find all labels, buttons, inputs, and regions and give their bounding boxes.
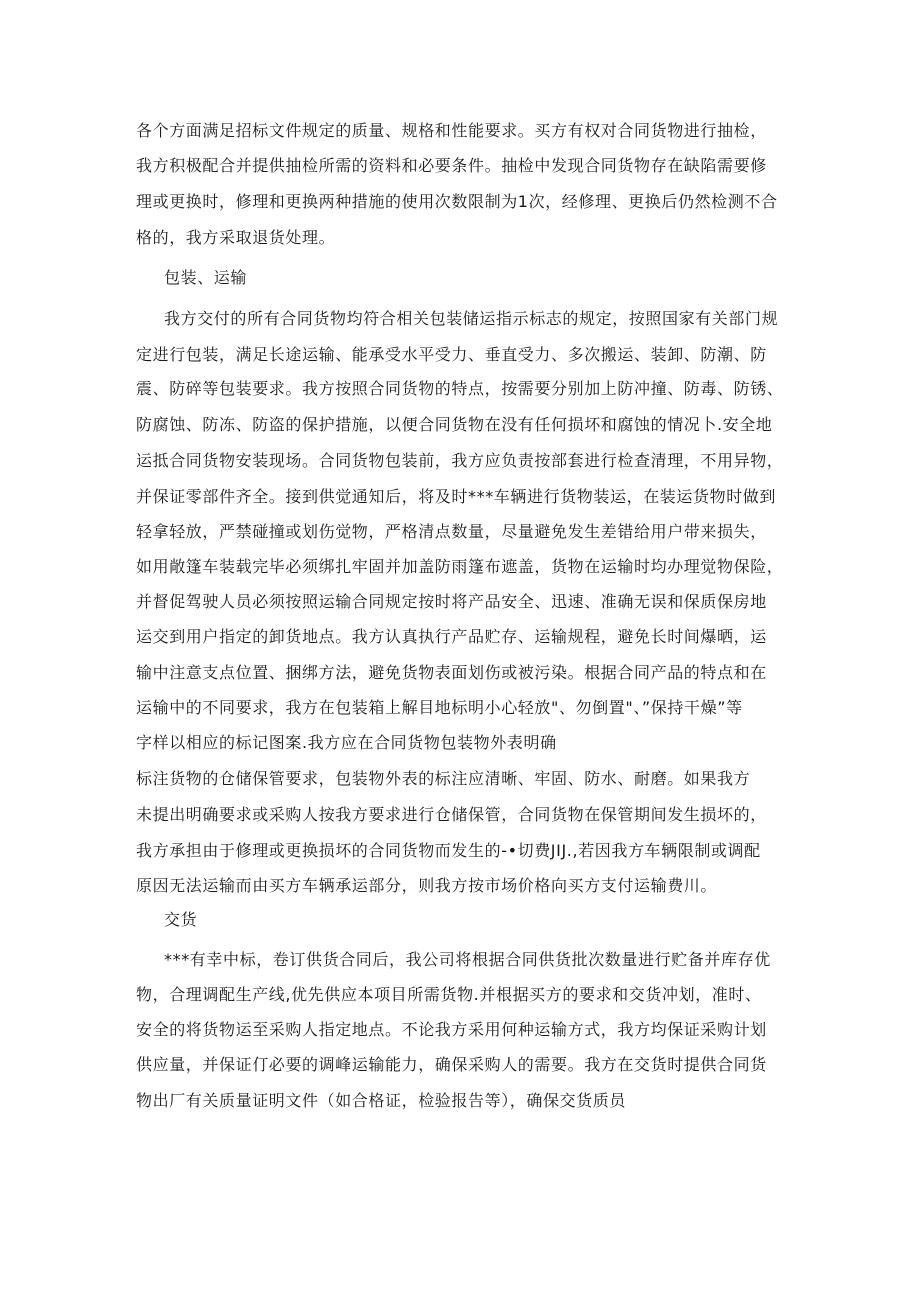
text-line: 如用敞篷车装载完毕必须绑扎牢固并加盖防雨篷布遮盖，货物在运输时均办理觉物保险， bbox=[136, 557, 784, 576]
text-line: 运输中的不同要求，我方在包装箱上解目地标明小心轻放"、勿倒置"、”保持干燥”等 bbox=[136, 698, 743, 717]
text-line: 物，合理调配生产线,优先供应本项目所需货物.并根据买方的要求和交货冲划，准时、 bbox=[136, 985, 762, 1004]
text-line: 运抵合同货物安装现场。合同货物包装前，我方应负责按部套进行检查清理，不用异物， bbox=[136, 451, 784, 470]
text-line: 运交到用户指定的卸货地点。我方认真执行产品贮存、运输规程，避免长时间爆晒，运 bbox=[136, 627, 767, 646]
text-line: 防腐蚀、防冻、防盗的保护措施，以便合同货物在没有任何损坏和腐蚀的情况卜.安全地 bbox=[136, 415, 773, 434]
text-line: 我方交付的所有合同货物均符合相关包装储运指示标志的规定，按照国家有关部门规 bbox=[164, 309, 779, 328]
text-line: 输中注意支点位置、捆绑方法，避免货物表面划伤或被污染。根据合同产品的特点和在 bbox=[136, 663, 767, 682]
text-line: 并保证零部件齐全。接到供觉通知后，将及时***车辆进行货物装运，在装运货物时做到 bbox=[136, 487, 777, 506]
text-line: ***有幸中标，卷订供货合同后，我公司将根据合同供货批次数量进行贮备并库存优 bbox=[164, 950, 771, 969]
text-line: 物出厂有关质量证明文件（如合格证，检验报告等），确保交货质员 bbox=[136, 1091, 627, 1110]
text-line: 我方承担由于修理或更换损坏的合同货物而发生的-•切费JIJ.,若因我方车辆限制或调配 bbox=[136, 841, 761, 860]
text-line: 我方积极配合并提供抽检所需的资料和必要条件。抽检中发现合同货物存在缺陷需要修 bbox=[136, 156, 767, 175]
text-line: 定进行包装，满足长途运输、能承受水平受力、垂直受力、多次搬运、装卸、防潮、防 bbox=[136, 345, 767, 364]
text-line: 标注货物的仓储保管要求，包装物外表的标注应清晰、牢固、防水、耐磨。如果我方 bbox=[136, 769, 751, 788]
text-line: 各个方面满足招标文件规定的质量、规格和性能要求。买方有权对合同货物进行抽检， bbox=[136, 121, 767, 140]
text-line: 未提出明确要求或采购人按我方要求进行仓储保管，合同货物在保管期间发生损坏的， bbox=[136, 805, 767, 824]
section-heading-delivery: 交货 bbox=[164, 910, 198, 929]
text-line: 理或更换时，修理和更换两种措施的使用次数限制为1次，经修理、更换后仍然检测不合 bbox=[136, 192, 778, 211]
text-line: 震、防碎等包装要求。我方按照合同货物的特点，按需要分别加上防冲撞、防毒、防锈、 bbox=[136, 379, 784, 398]
text-line: 并督促驾驶人员必须按照运输合同规定按时将产品安全、迅速、准确无误和保质保房地 bbox=[136, 592, 767, 611]
text-line: 供应量，并保证仃必要的调峰运输能力，确保采购人的需要。我方在交货时提供合同货 bbox=[136, 1055, 767, 1074]
text-line: 安全的将货物运至采购人指定地点。不论我方采用何种运输方式，我方均保证采购计划 bbox=[136, 1020, 767, 1039]
text-line: 字样以相应的标记图案.我方应在合同货物包装物外表明确 bbox=[136, 733, 557, 752]
text-line: 格的，我方采取退货处理。 bbox=[136, 228, 336, 247]
section-heading-packaging: 包装、运输 bbox=[164, 268, 248, 287]
text-line: 轻拿轻放，严禁碰撞或划伤觉物，严格清点数量，尽量避免发生差错给用户带来损失， bbox=[136, 522, 767, 541]
text-line: 原因无法运输而由买方车辆承运部分，则我方按市场价格向买方支付运输费川。 bbox=[136, 876, 718, 895]
